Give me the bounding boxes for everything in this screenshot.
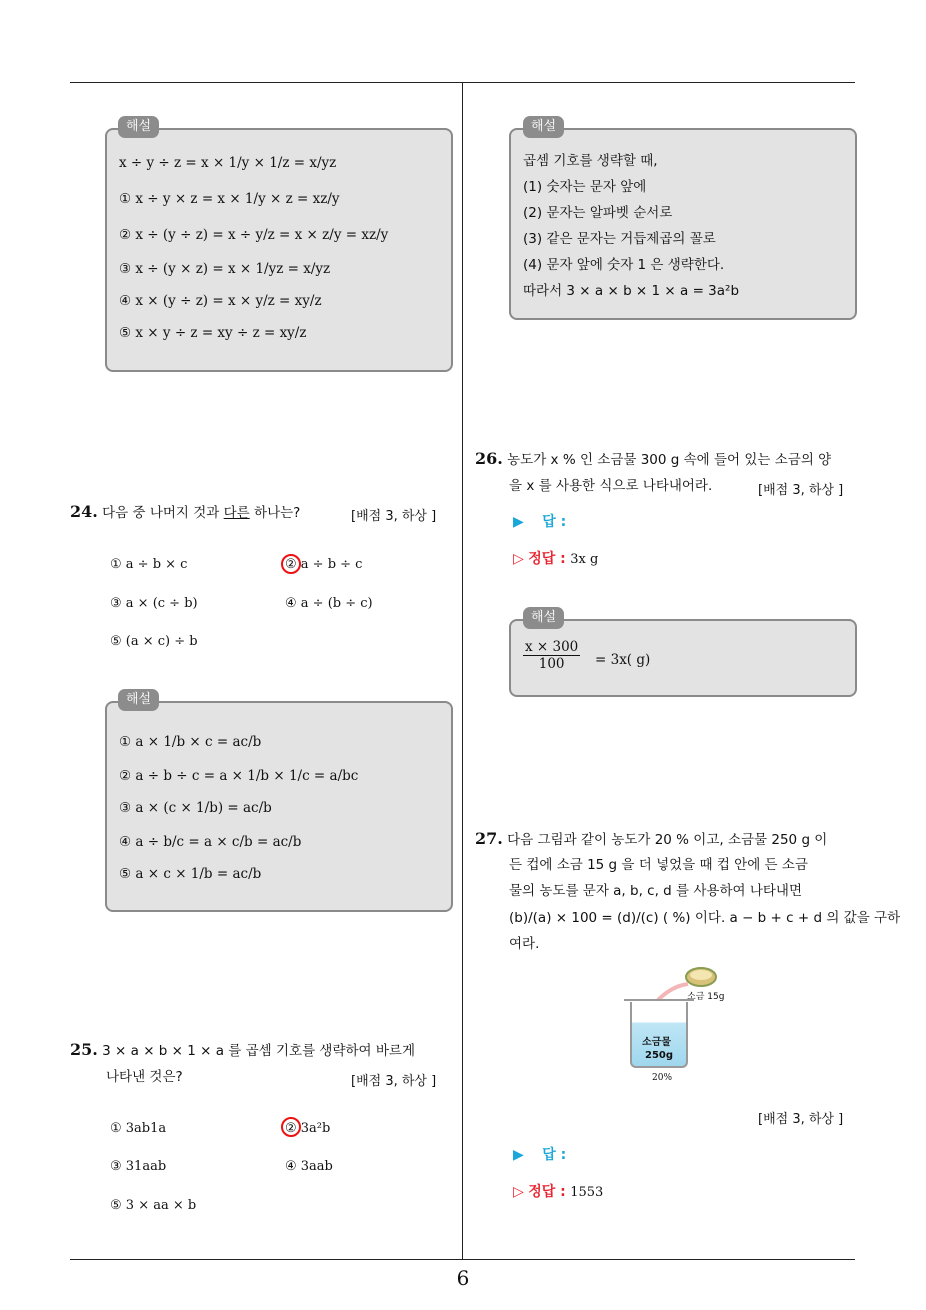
solution-tag: 해설 [118,689,159,711]
hollow-triangle-icon: ▷ [513,1184,524,1200]
question-24 [70,499,370,526]
option-2[interactable]: ② 3a²b [285,1121,331,1136]
option-5[interactable]: ⑤ 3 × aa × b [110,1198,197,1213]
solution-line: x ÷ y ÷ z = x × 1/y × 1/z = x/yz [119,155,337,171]
solution-tag: 해설 [118,116,159,138]
solution-box-24 [105,701,453,912]
score-meta: [배점 3, 하상 ] [351,509,437,524]
question-text-line2: 나타낸 것은? [106,1069,183,1085]
correct-answer-row [513,548,598,568]
page-number: 6 [456,1266,470,1290]
question-text-line5: 여라. [509,936,540,952]
fraction-numerator: x × 300 [525,639,579,655]
solution-line: (1) 숫자는 문자 앞에 [523,179,647,195]
solution-tag: 해설 [523,607,564,629]
question-emphasis: 다른 [223,505,250,521]
option-4[interactable]: ④ a ÷ (b ÷ c) [285,596,373,611]
question-26 [475,446,865,473]
question-27 [475,826,865,853]
beaker-label: 소금물 [642,1037,671,1048]
solution-line: (3) 같은 문자는 거듭제곱의 꼴로 [523,231,716,247]
question-text: 하나는? [249,505,301,521]
option-3[interactable]: ③ a × (c ÷ b) [110,596,198,611]
column-divider [462,83,463,1260]
question-text-line2: 을 x 를 사용한 식으로 나타내어라. [509,478,713,494]
question-text: 다음 그림과 같이 농도가 20 % 이고, 소금물 250 g 이 [507,832,828,848]
question-text: 다음 중 나머지 것과 [102,505,224,521]
solution-line: 따라서 3 × a × b × 1 × a = 3a²b [523,283,740,299]
option-2[interactable]: ② a ÷ b ÷ c [285,557,363,572]
play-icon: ▶ [513,514,524,530]
fraction [523,639,580,672]
option-1[interactable]: ① 3ab1a [110,1121,167,1136]
correct-label: 정답 : [528,551,566,567]
solution-line: ② a ÷ b ÷ c = a × 1/b × 1/c = a/bc [119,768,359,784]
question-text: 농도가 x % 인 소금물 300 g 속에 들어 있는 소금의 양 [507,452,832,468]
score-meta: [배점 3, 하상 ] [351,1074,437,1089]
solution-box-23 [105,128,453,372]
question-25 [70,1037,460,1064]
option-3[interactable]: ③ 31aab [110,1159,167,1174]
option-5[interactable]: ⑤ (a × c) ÷ b [110,634,198,649]
percent-label: 20% [652,1073,673,1083]
question-text: 3 × a × b × 1 × a 를 곱셈 기호를 생략하여 바르게 [102,1043,415,1059]
fraction-denominator: 100 [538,656,565,672]
question-number: 26. [475,449,503,468]
solution-line: ③ x ÷ (y × z) = x × 1/yz = x/yz [119,261,331,277]
solution-line: ⑤ x × y ÷ z = xy ÷ z = xy/z [119,325,307,341]
answer-label: 답 : [542,1147,567,1163]
question-text-line3: 물의 농도를 문자 a, b, c, d 를 사용하여 나타내면 [509,883,802,899]
solution-line: ④ a ÷ b/c = a × c/b = ac/b [119,834,302,850]
question-text-line2: 든 컵에 소금 15 g 을 더 넣었을 때 컵 안에 든 소금 [509,857,808,873]
question-number: 27. [475,829,503,848]
beaker-label: 250g [645,1050,674,1061]
question-number: 25. [70,1040,98,1059]
answer-label: 답 : [542,514,567,530]
score-meta: [배점 3, 하상 ] [758,1112,844,1127]
solution-line: ② x ÷ (y ÷ z) = x ÷ y/z = x × z/y = xz/y [119,227,389,243]
correct-label: 정답 : [528,1184,566,1200]
correct-value: 1553 [570,1185,604,1200]
correct-value: 3x g [570,552,599,567]
solution-box-26 [509,619,857,697]
answer-row[interactable] [513,1144,566,1164]
solution-line: ① a × 1/b × c = ac/b [119,734,262,750]
solution-line: 곱셈 기호를 생략할 때, [523,153,658,169]
solution-line: (2) 문자는 알파벳 순서로 [523,205,673,221]
option-1[interactable]: ① a ÷ b × c [110,557,188,572]
solution-result: = 3x( g) [595,652,651,668]
correct-answer-row [513,1181,603,1201]
hollow-triangle-icon: ▷ [513,551,524,567]
solution-line: ④ x × (y ÷ z) = x × y/z = xy/z [119,293,322,309]
solution-tag: 해설 [523,116,564,138]
option-4[interactable]: ④ 3aab [285,1159,333,1174]
solution-line: ⑤ a × c × 1/b = ac/b [119,866,262,882]
solution-line: ③ a × (c × 1/b) = ac/b [119,800,272,816]
salt-label: 소금 15g [687,992,725,1002]
solution-box-25 [509,128,857,320]
question-text-line4: (b)/(a) × 100 = (d)/(c) ( %) 이다. a − b + c + d 의 값을 구하 [509,910,901,926]
play-icon: ▶ [513,1147,524,1163]
solution-line: (4) 문자 앞에 숫자 1 은 생략한다. [523,257,725,273]
question-number: 24. [70,502,98,521]
answer-row[interactable] [513,511,566,531]
score-meta: [배점 3, 하상 ] [758,483,844,498]
solution-line: ① x ÷ y × z = x × 1/y × z = xz/y [119,191,340,207]
